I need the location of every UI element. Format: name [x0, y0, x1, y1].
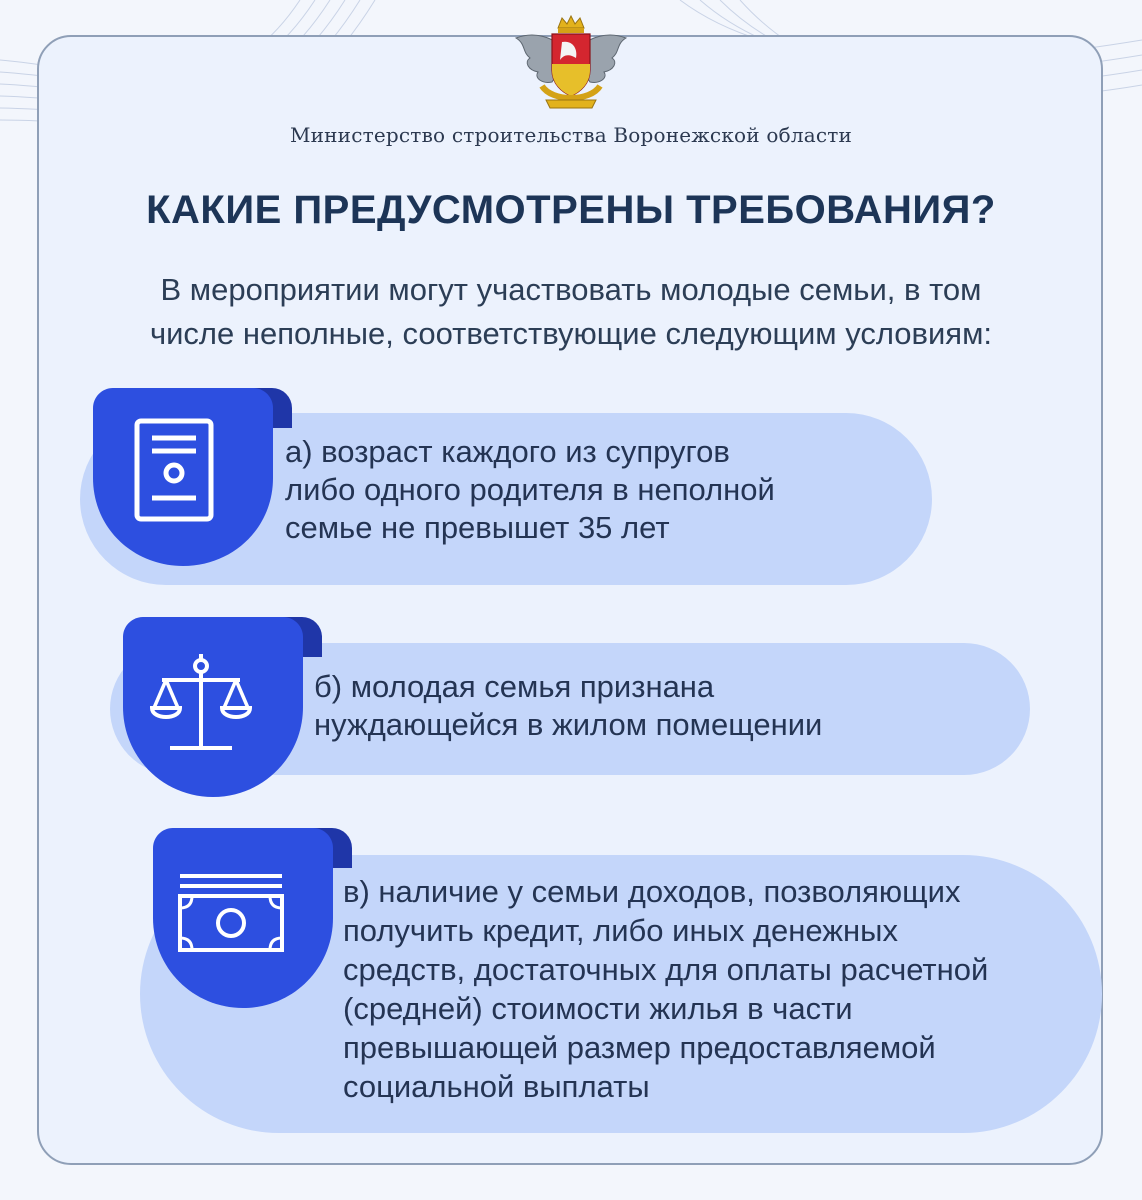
ministry-name: Министерство строительства Воронежской области	[289, 123, 853, 147]
requirement-line: нуждающейся в жилом помещении	[314, 707, 823, 742]
scales-icon	[148, 650, 254, 754]
coat-of-arms-icon	[512, 14, 630, 114]
requirement-line: средств, достаточных для оплаты расчетной	[343, 952, 989, 987]
requirement-line: семье не превышет 35 лет	[285, 510, 670, 545]
intro-text	[60, 268, 1082, 356]
requirement-line: (средней) стоимости жилья в части	[343, 991, 853, 1026]
requirement-text	[314, 668, 822, 744]
requirement-line: б) молодая семья признана	[314, 669, 715, 704]
requirement-line: превышающей размер предоставляемой	[343, 1030, 936, 1065]
intro-line: числе неполные, соответствующие следующим условиям:	[149, 316, 993, 351]
requirement-text	[343, 872, 988, 1106]
requirement-line: получить кредит, либо иных денежных	[343, 913, 898, 948]
intro-line: В мероприятии могут участвовать молодые семьи, в том	[160, 272, 982, 307]
requirement-text	[285, 433, 775, 547]
banknote-icon	[176, 872, 286, 954]
requirement-line: социальной выплаты	[343, 1069, 650, 1104]
requirement-line: а) возраст каждого из супругов	[285, 434, 730, 469]
page-title: КАКИЕ ПРЕДУСМОТРЕНЫ ТРЕБОВАНИЯ?	[146, 188, 996, 232]
passport-document-icon	[134, 418, 214, 522]
requirement-line: либо одного родителя в неполной	[285, 472, 775, 507]
requirement-line: в) наличие у семьи доходов, позволяющих	[343, 874, 961, 909]
